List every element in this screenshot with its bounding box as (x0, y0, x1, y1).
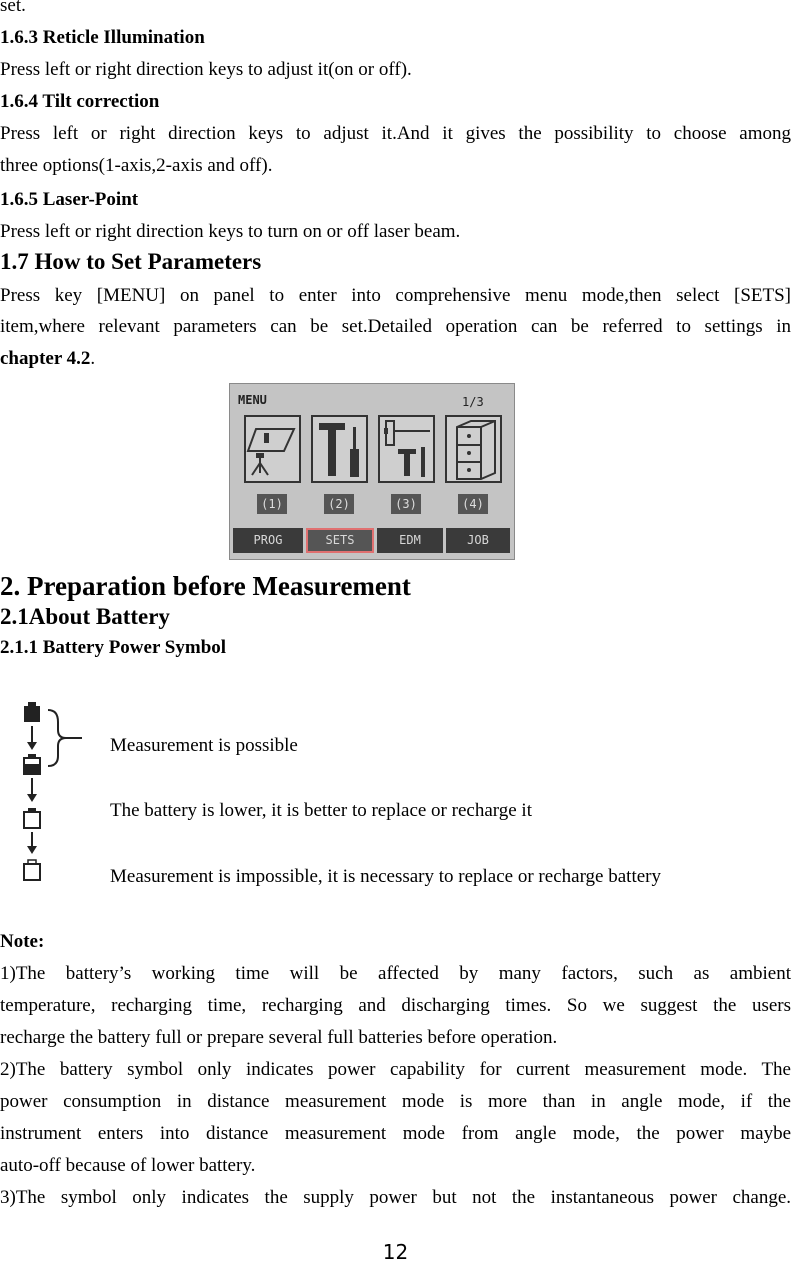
softkey-sets: SETS (306, 528, 374, 553)
paragraph-1-7-line3: chapter 4.2. (0, 348, 96, 369)
menu-number-1: (1) (257, 494, 287, 514)
note-line: instrument enters into distance measurement mode from angle mode, the power maybe (0, 1123, 791, 1144)
heading-2-1: 2.1About Battery (0, 604, 170, 629)
battery-full-icon (24, 702, 40, 722)
heading-2: 2. Preparation before Measurement (0, 571, 411, 601)
paragraph-1-6-5: Press left or right direction keys to turn on or off laser beam. (0, 221, 461, 242)
note-line: power consumption in distance measurement mode is more than in angle mode, if the (0, 1091, 791, 1112)
heading-1-6-4: 1.6.4 Tilt correction (0, 91, 160, 112)
battery-empty-icon (24, 860, 40, 880)
heading-1-6-5: 1.6.5 Laser-Point (0, 189, 139, 210)
paragraph-1-6-4-line1: Press left or right direction keys to adjust it.And it gives the possibility to choose among (0, 123, 791, 144)
menu-number-4: (4) (458, 494, 488, 514)
note-line: 2)The battery symbol only indicates power capability for current measurement mode. The (0, 1059, 791, 1080)
page-number: 12 (382, 1240, 409, 1264)
menu-number-3: (3) (391, 494, 421, 514)
softkey-prog: PROG (233, 528, 303, 553)
settings-tools-icon (311, 415, 368, 483)
menu-title: MENU (238, 393, 267, 407)
battery-legend-full: Measurement is possible (110, 735, 298, 756)
job-cabinet-icon (445, 415, 502, 483)
softkey-job: JOB (446, 528, 510, 553)
menu-page-indicator: 1/3 (462, 395, 484, 409)
chapter-reference: chapter 4.2 (0, 348, 91, 369)
note-line: auto-off because of lower battery. (0, 1155, 256, 1176)
heading-2-1-1: 2.1.1 Battery Power Symbol (0, 637, 227, 658)
note-line: 3)The symbol only indicates the supply power but not the instantaneous power change. (0, 1187, 791, 1208)
program-icon (244, 415, 301, 483)
battery-legend-empty: Measurement is impossible, it is necessary to replace or recharge battery (110, 866, 661, 887)
paragraph-1-6-3: Press left or right direction keys to adjust it(on or off). (0, 59, 412, 80)
battery-legend-low: The battery is lower, it is better to replace or recharge it (110, 800, 532, 821)
paragraph-1-7-line1: Press key [MENU] on panel to enter into comprehensive menu mode,then select [SETS] (0, 285, 791, 306)
heading-1-7: 1.7 How to Set Parameters (0, 249, 262, 274)
battery-medium-icon (24, 754, 40, 774)
paragraph-fragment: set. (0, 0, 26, 16)
menu-screen-image (229, 383, 515, 560)
paragraph-1-7-line2: item,where relevant parameters can be set.Detailed operation can be referred to settings in (0, 316, 791, 337)
note-line: recharge the battery full or prepare several full batteries before operation. (0, 1027, 558, 1048)
heading-1-6-3: 1.6.3 Reticle Illumination (0, 27, 205, 48)
note-line: 1)The battery’s working time will be affected by many factors, such as ambient (0, 963, 791, 984)
note-label: Note: (0, 931, 45, 952)
softkey-edm: EDM (377, 528, 443, 553)
battery-low-icon (24, 808, 40, 828)
battery-symbols-diagram (18, 700, 88, 890)
edm-icon (378, 415, 435, 483)
paragraph-1-6-4-line2: three options(1-axis,2-axis and off). (0, 155, 273, 176)
menu-number-2: (2) (324, 494, 354, 514)
note-line: temperature, recharging time, recharging and discharging times. So we suggest the users (0, 995, 791, 1016)
